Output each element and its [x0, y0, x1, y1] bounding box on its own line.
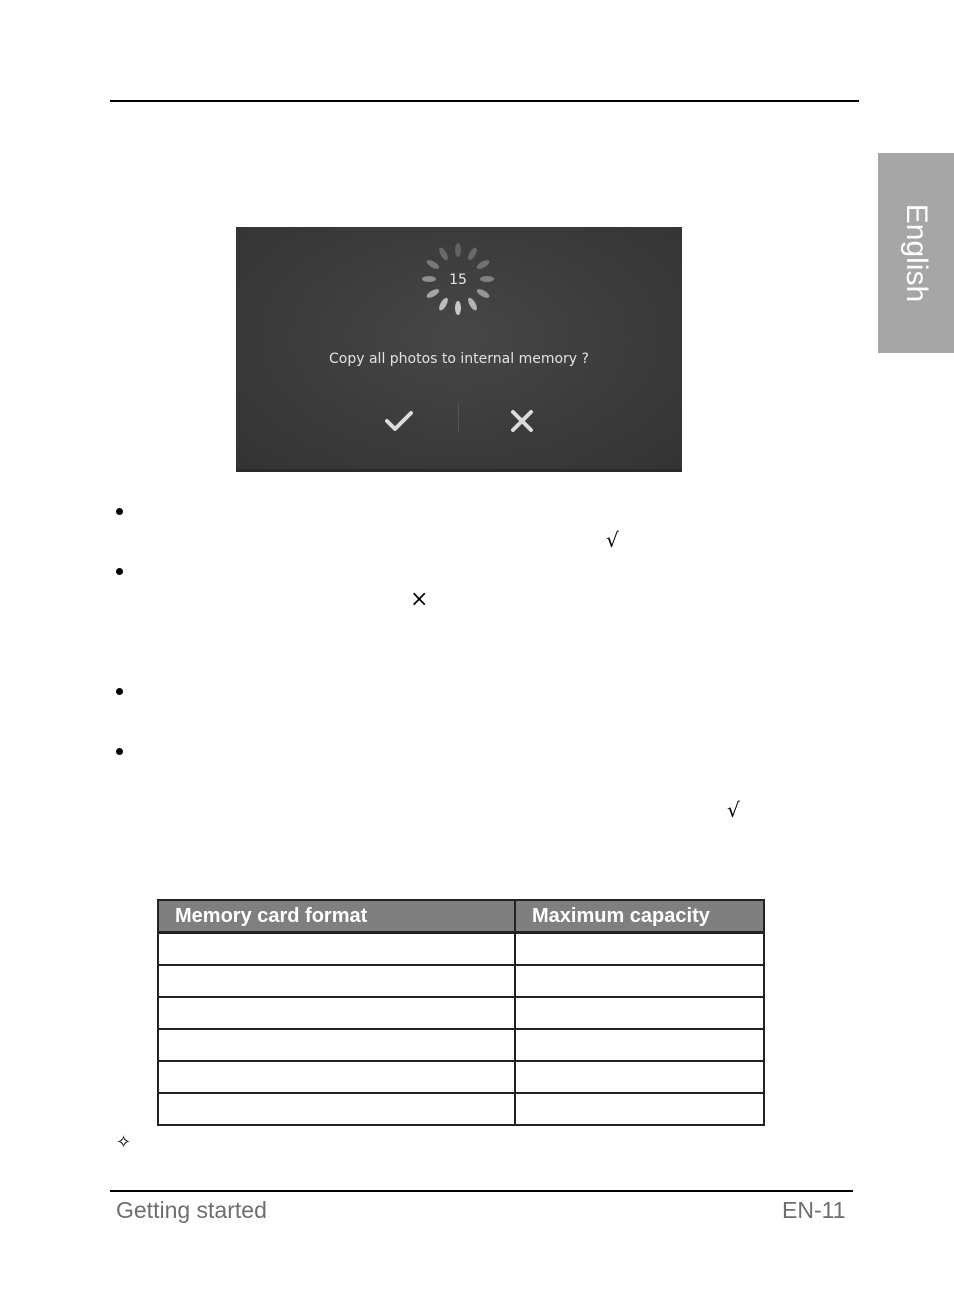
memory-card-table: [157, 899, 765, 1126]
table-cell: [158, 1093, 515, 1125]
footnote-star-icon: ✧: [116, 1132, 132, 1153]
table-row: [158, 1093, 764, 1125]
bullet-point: [115, 687, 125, 697]
bottom-rule: [110, 1190, 853, 1192]
table-cell: [158, 933, 515, 966]
bullet-point: [115, 507, 125, 517]
language-tab-label: English: [900, 203, 933, 303]
bullet-point: [115, 747, 125, 757]
device-screenshot: [236, 227, 682, 472]
table-row: [158, 1029, 764, 1061]
language-tab: [878, 153, 954, 353]
table-row: [158, 933, 764, 966]
table-cell: [515, 933, 764, 966]
top-rule: [110, 100, 859, 102]
footer-section-title: Getting started: [116, 1197, 267, 1223]
table-header-row: [158, 900, 764, 933]
table-row: [158, 965, 764, 997]
header-memory-card-format: Memory card format: [158, 900, 515, 933]
close-icon: [510, 409, 534, 433]
header-maximum-capacity: Maximum capacity: [515, 900, 764, 933]
confirm-button[interactable]: [379, 403, 419, 439]
table-cell: [515, 997, 764, 1029]
table-cell: [515, 1029, 764, 1061]
cancel-button[interactable]: [502, 403, 542, 439]
table-cell: [158, 997, 515, 1029]
table-row: [158, 997, 764, 1029]
table-cell: [515, 1061, 764, 1093]
table-cell: [515, 965, 764, 997]
confirm-symbol: √: [606, 528, 619, 552]
countdown-number: 15: [449, 272, 467, 288]
checkmark-icon: [384, 409, 414, 433]
table-cell: [158, 1061, 515, 1093]
bullet-point: [115, 567, 125, 577]
cancel-symbol: ×: [410, 587, 429, 612]
copy-prompt-text: Copy all photos to internal memory ?: [329, 351, 589, 367]
loading-spinner-icon: [421, 242, 495, 316]
footer-page-number: EN-11: [782, 1197, 846, 1223]
confirm-symbol-second: √: [727, 798, 740, 822]
table-cell: [158, 965, 515, 997]
table-cell: [158, 1029, 515, 1061]
table-cell: [515, 1093, 764, 1125]
table-row: [158, 1061, 764, 1093]
button-divider: [458, 402, 459, 432]
